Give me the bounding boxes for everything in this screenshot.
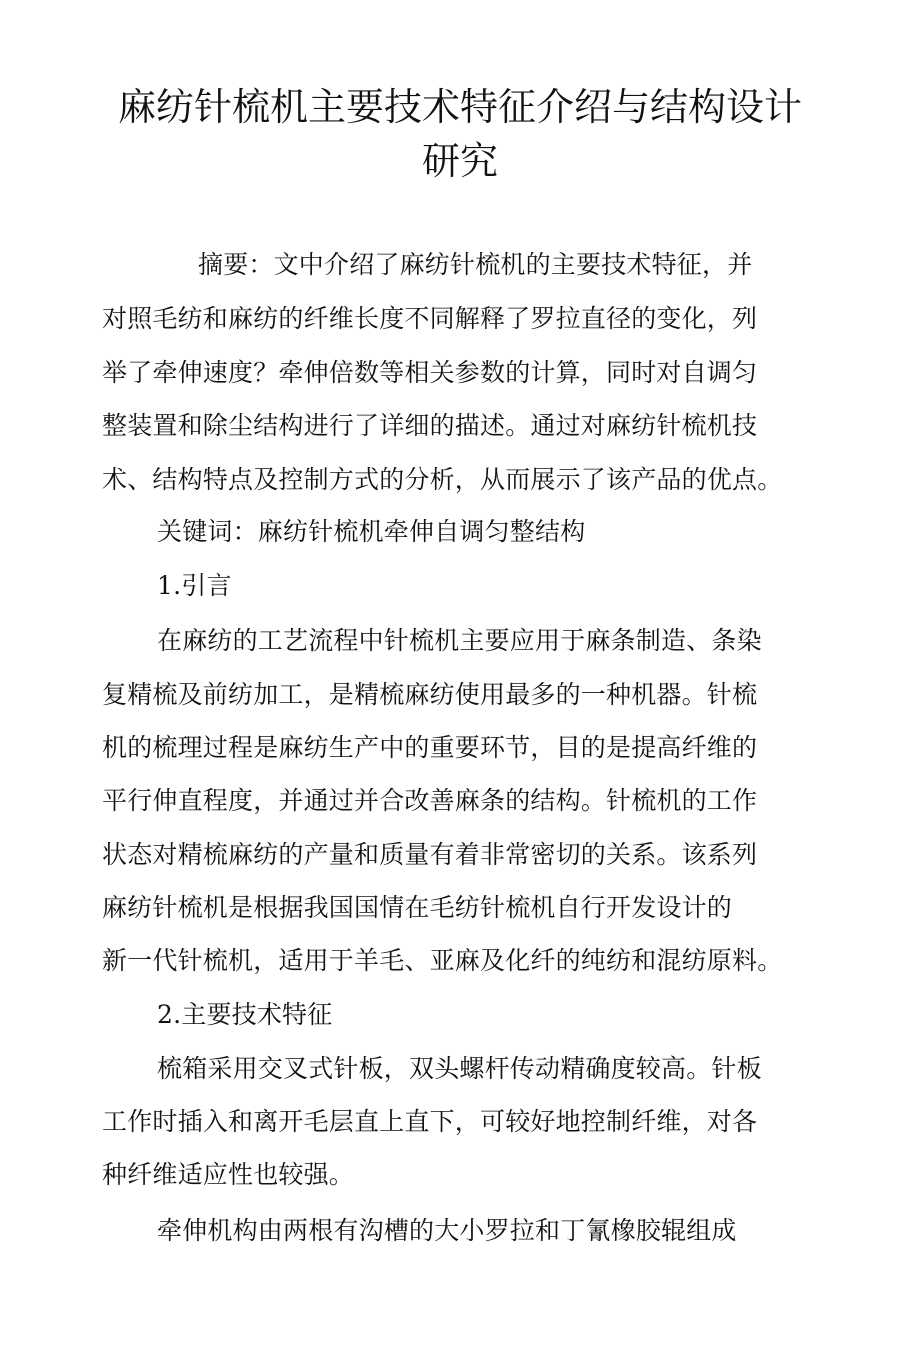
abstract-line-2: 对照毛纺和麻纺的纤维长度不同解释了罗拉直径的变化，列 [102, 304, 758, 333]
paragraph-3-line-1: 牵伸机构由两根有沟槽的大小罗拉和丁氰橡胶辊组成 [157, 1216, 737, 1245]
paragraph-1-line-2: 复精梳及前纺加工，是精梳麻纺使用最多的一种机器。针梳 [102, 680, 758, 709]
paragraph-1-line-1: 在麻纺的工艺流程中针梳机主要应用于麻条制造、条染 [157, 626, 762, 655]
document-title-line-2: 研究 [421, 139, 498, 183]
keywords-line: 关键词：麻纺针梳机牵伸自调匀整结构 [157, 517, 586, 546]
paragraph-1-line-7: 新一代针梳机，适用于羊毛、亚麻及化纤的纯纺和混纺原料。 [102, 946, 783, 975]
section-heading-1: 1.引言 [157, 571, 232, 600]
abstract-line-3: 举了牵伸速度？牵伸倍数等相关参数的计算，同时对自调匀 [102, 358, 758, 387]
abstract-line-4: 整装置和除尘结构进行了详细的描述。通过对麻纺针梳机技 [102, 411, 758, 440]
abstract-line-5: 术、结构特点及控制方式的分析，从而展示了该产品的优点。 [102, 465, 783, 494]
section-heading-2: 2.主要技术特征 [157, 1000, 333, 1029]
document-title-line-1: 麻纺针梳机主要技术特征介绍与结构设计 [117, 85, 802, 129]
paragraph-2-line-3: 种纤维适应性也较强。 [102, 1160, 355, 1189]
paragraph-1-line-3: 机的梳理过程是麻纺生产中的重要环节，目的是提高纤维的 [102, 733, 758, 762]
paragraph-1-line-5: 状态对精梳麻纺的产量和质量有着非常密切的关系。该系列 [102, 840, 758, 869]
paragraph-2-line-2: 工作时插入和离开毛层直上直下，可较好地控制纤维，对各 [102, 1107, 758, 1136]
abstract-line-1: 摘要：文中介绍了麻纺针梳机的主要技术特征，并 [198, 250, 753, 279]
paragraph-2-line-1: 梳箱采用交叉式针板，双头螺杆传动精确度较高。针板 [157, 1054, 762, 1083]
paragraph-1-line-6: 麻纺针梳机是根据我国国情在毛纺针梳机自行开发设计的 [102, 893, 733, 922]
paragraph-1-line-4: 平行伸直程度，并通过并合改善麻条的结构。针梳机的工作 [102, 786, 758, 815]
